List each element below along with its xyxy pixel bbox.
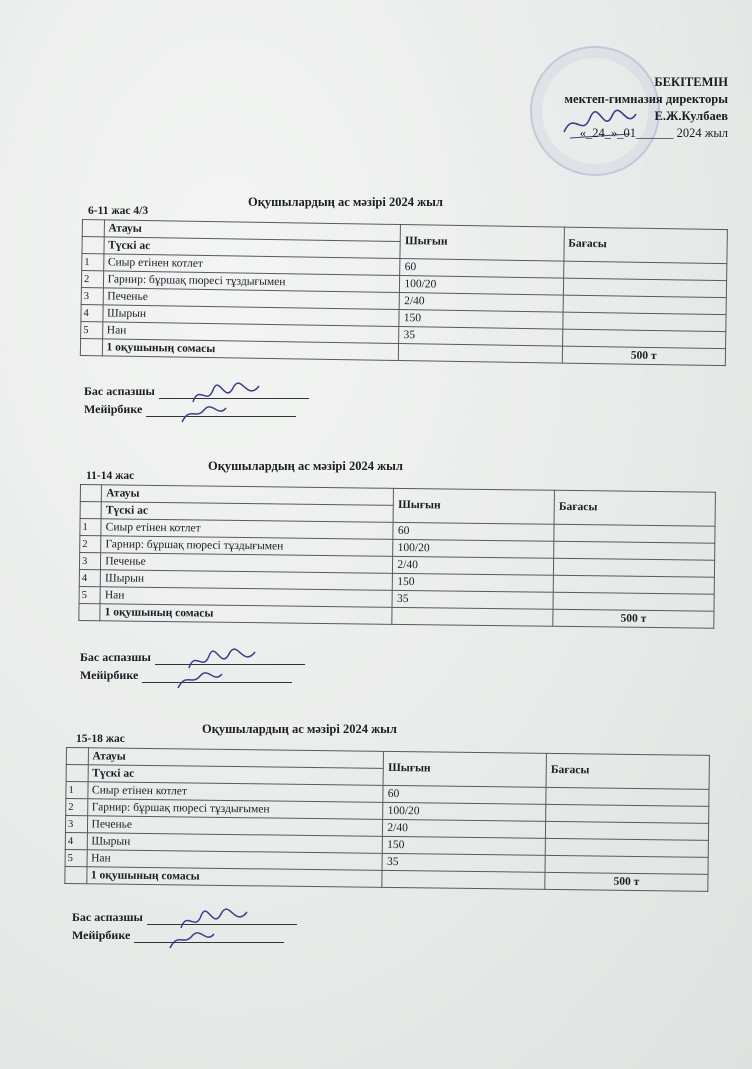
table-row: 4 Шырын 150 <box>79 569 714 594</box>
table-row: 2 Гарнир: бұршақ пюресі тұздығымен 100/20 <box>80 536 715 561</box>
approval-position: мектеп-гимназия директоры <box>564 92 728 106</box>
table-row: 1 Сиыр етінен котлет 60 <box>66 782 709 807</box>
menu-title: Оқушылардың ас мәзірі 2024 жыл <box>208 459 403 473</box>
name-header: Атауы <box>88 748 384 769</box>
approval-name: Е.Ж.Кулбаев <box>654 109 728 123</box>
cook-label: Бас аспазшы <box>84 384 155 398</box>
nurse-label: Мейірбике <box>72 928 131 942</box>
nurse-signature <box>172 664 252 694</box>
nurse-signature <box>176 398 256 428</box>
price-header: Бағасы <box>546 753 709 789</box>
table-row: 1 Сиыр етінен котлет 60 <box>82 254 727 281</box>
menu-table <box>78 484 716 629</box>
qty-header: Шығын <box>400 225 564 262</box>
table-row: 4 Шырын 150 <box>65 832 708 857</box>
num-header-cell <box>82 220 104 237</box>
cook-signature-line <box>80 650 305 665</box>
table-row: 3 Печенье 2/40 <box>65 816 708 841</box>
cook-label: Бас аспазшы <box>80 650 151 664</box>
name-header: Атауы <box>102 485 394 506</box>
table-row: 2 Гарнир: бұршақ пюресі тұздығымен 100/20 <box>66 799 709 824</box>
age-group: 15-18 жас <box>76 733 125 745</box>
cook-label: Бас аспазшы <box>72 910 143 924</box>
approval-block <box>565 74 728 142</box>
table-row: 1 Сиыр етінен котлет 60 <box>80 519 715 544</box>
sum-value: 500 т <box>553 609 714 628</box>
menu-table <box>64 747 710 892</box>
table-row: 5 Нан 35 <box>81 321 726 348</box>
cook-signature-line <box>84 384 309 399</box>
sum-value: 500 т <box>545 872 708 891</box>
table-row: 3 Печенье 2/40 <box>79 553 714 578</box>
menu-table <box>80 219 728 366</box>
age-group: 6-11 жас 4/3 <box>88 205 149 217</box>
table-row: 5 Нан 35 <box>65 849 708 874</box>
meal-header: Түскі ас <box>88 765 384 786</box>
name-header: Атауы <box>104 220 401 242</box>
table-row: 3 Печенье 2/40 <box>81 287 726 314</box>
price-header: Бағасы <box>564 227 728 264</box>
approval-date: «_24_»_01______ 2024 жыл <box>579 126 728 140</box>
sum-value: 500 т <box>562 346 726 366</box>
cook-signature-line <box>72 910 297 925</box>
table-row: 4 Шырын 150 <box>81 304 726 331</box>
sum-label: 1 оқушының сомасы <box>100 604 392 625</box>
nurse-label: Мейірбике <box>80 668 139 682</box>
price-header: Бағасы <box>554 490 715 526</box>
table-row: 5 Нан 35 <box>79 586 714 611</box>
table-row: 2 Гарнир: бұршақ пюресі тұздығымен 100/20 <box>81 271 726 298</box>
menu-title: Оқушылардың ас мәзірі 2024 жыл <box>202 722 397 736</box>
qty-header: Шығын <box>383 751 546 787</box>
sum-label: 1 оқушының сомасы <box>102 339 399 361</box>
nurse-signature-line <box>72 928 284 943</box>
age-group: 11-14 жас <box>86 470 135 482</box>
meal-header: Түскі ас <box>104 237 401 259</box>
nurse-signature-line <box>84 402 296 417</box>
menu-title: Оқушылардың ас мәзірі 2024 жыл <box>248 195 443 209</box>
meal-header: Түскі ас <box>101 502 393 523</box>
nurse-signature-line <box>80 668 292 683</box>
approval-title: БЕКІТЕМІН <box>654 75 728 89</box>
sum-label: 1 оқушының сомасы <box>86 867 382 888</box>
qty-header: Шығын <box>393 488 554 524</box>
nurse-label: Мейірбике <box>84 402 143 416</box>
nurse-signature <box>164 924 244 954</box>
